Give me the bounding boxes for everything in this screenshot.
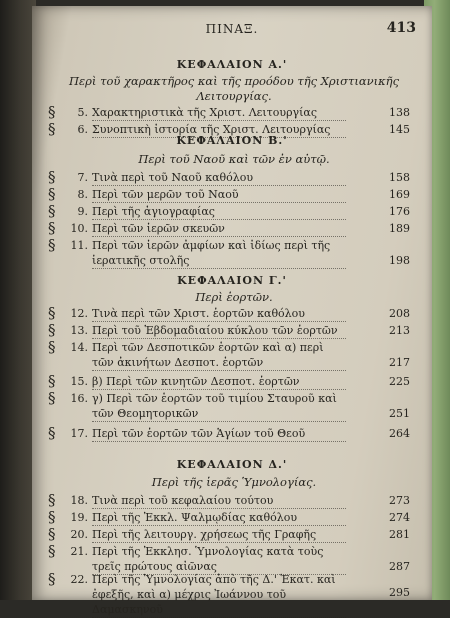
entry-number: 9. bbox=[77, 205, 88, 218]
entry-number: 10. bbox=[70, 222, 88, 235]
entry-page: 274 bbox=[389, 511, 410, 524]
entry-number: 18. bbox=[70, 494, 88, 507]
entry-page: 198 bbox=[389, 254, 410, 267]
entry-number: 21. bbox=[70, 545, 88, 558]
section-sign: § bbox=[48, 372, 56, 390]
entry-title: Περὶ τοῦ Ἑβδομαδιαίου κύκλου τῶν ἑορτῶν bbox=[92, 323, 346, 339]
entry-number: 14. bbox=[70, 341, 88, 354]
section-sign: § bbox=[48, 508, 56, 526]
entry-page: 213 bbox=[389, 324, 410, 337]
chapter-heading-b: ΚΕΦΑΛΑΙΟΝ Β.' bbox=[176, 134, 288, 147]
section-sign: § bbox=[48, 338, 56, 356]
entry-page: 189 bbox=[389, 222, 410, 235]
section-sign: § bbox=[48, 202, 56, 220]
entry-title: Περὶ τῶν Δεσποτικῶν ἑορτῶν καὶ α) περὶ τῶν ἀκινήτων Δεσποτ. ἑορτῶν bbox=[92, 340, 346, 371]
chapter-subtitle-a: Περὶ τοῦ χαρακτῆρος καὶ τῆς προόδου τῆς Χριστιανικῆς Λειτουργίας. bbox=[68, 74, 400, 103]
entry-title: Περὶ τῶν μερῶν τοῦ Ναοῦ bbox=[92, 187, 346, 203]
section-sign: § bbox=[48, 542, 56, 560]
entry-number: 20. bbox=[70, 528, 88, 541]
entry-page: 264 bbox=[389, 427, 410, 440]
entry-title: Περὶ τῆς Ὑμνολογίας ἀπὸ τῆς Δ.' Ἑκατ. καὶ ἐφεξῆς, καὶ α) μέχρις Ἰωάννου τοῦ Δαμασκηνοῦ bbox=[92, 572, 346, 618]
entry-page: 208 bbox=[389, 307, 410, 320]
entry-number: 6. bbox=[77, 123, 88, 136]
section-sign: § bbox=[48, 168, 56, 186]
entry-title: Περὶ τῆς λειτουργ. χρήσεως τῆς Γραφῆς bbox=[92, 527, 346, 543]
entry-title: Περὶ τῶν ἱερῶν ἀμφίων καὶ ἰδίως περὶ τῆς ἱερατικῆς στολῆς bbox=[92, 238, 346, 269]
entry-title: Χαρακτηριστικὰ τῆς Χριστ. Λειτουργίας bbox=[92, 105, 346, 121]
chapter-subtitle-c: Περὶ ἑορτῶν. bbox=[195, 290, 273, 304]
entry-page: 158 bbox=[389, 171, 410, 184]
entry-title: Περὶ τῆς Ἐκκλησ. Ὑμνολογίας κατὰ τοὺς τρεῖς πρώτους αἰῶνας bbox=[92, 544, 346, 575]
entry-page: 217 bbox=[389, 356, 410, 369]
running-title: ΠΙΝΑΞ. bbox=[205, 22, 259, 36]
entry-page: 169 bbox=[389, 188, 410, 201]
book-page bbox=[32, 6, 432, 616]
entry-title: Τινὰ περὶ τοῦ κεφαλαίου τούτου bbox=[92, 493, 346, 509]
page-number: 413 bbox=[386, 20, 416, 36]
section-sign: § bbox=[48, 525, 56, 543]
entry-number: 16. bbox=[70, 392, 88, 405]
entry-page: 251 bbox=[389, 407, 410, 420]
section-sign: § bbox=[48, 389, 56, 407]
entry-number: 17. bbox=[70, 427, 88, 440]
entry-page: 176 bbox=[389, 205, 410, 218]
entry-number: 7. bbox=[77, 171, 88, 184]
section-sign: § bbox=[48, 236, 56, 254]
entry-number: 15. bbox=[70, 375, 88, 388]
chapter-heading-a: ΚΕΦΑΛΑΙΟΝ Α.' bbox=[176, 58, 288, 71]
entry-title: Περὶ τῶν ἱερῶν σκευῶν bbox=[92, 221, 346, 237]
entry-title: β) Περὶ τῶν κινητῶν Δεσποτ. ἑορτῶν bbox=[92, 374, 346, 390]
entry-page: 273 bbox=[389, 494, 410, 507]
entry-title: Περὶ τῶν ἑορτῶν τῶν Ἁγίων τοῦ Θεοῦ bbox=[92, 426, 346, 442]
section-sign: § bbox=[48, 424, 56, 442]
entry-number: 8. bbox=[77, 188, 88, 201]
entry-page: 138 bbox=[389, 106, 410, 119]
entry-page: 281 bbox=[389, 528, 410, 541]
entry-title: Περὶ τῆς Ἐκκλ. Ψαλμῳδίας καθόλου bbox=[92, 510, 346, 526]
entry-number: 13. bbox=[70, 324, 88, 337]
chapter-heading-c: ΚΕΦΑΛΑΙΟΝ Γ.' bbox=[177, 274, 287, 287]
entry-page: 295 bbox=[389, 586, 410, 599]
entry-number: 22. bbox=[70, 573, 88, 586]
entry-number: 11. bbox=[70, 239, 88, 252]
section-sign: § bbox=[48, 321, 56, 339]
chapter-subtitle-d: Περὶ τῆς ἱερᾶς Ὑμνολογίας. bbox=[151, 475, 317, 489]
chapter-subtitle-b: Περὶ τοῦ Ναοῦ καὶ τῶν ἐν αὐτῷ. bbox=[138, 152, 330, 166]
page-header bbox=[32, 22, 432, 42]
section-sign: § bbox=[48, 219, 56, 237]
entry-number: 12. bbox=[70, 307, 88, 320]
section-sign: § bbox=[48, 120, 56, 138]
section-sign: § bbox=[48, 491, 56, 509]
entry-title: γ) Περὶ τῶν ἑορτῶν τοῦ τιμίου Σταυροῦ καὶ τῶν Θεομητορικῶν bbox=[92, 391, 346, 422]
entry-title: Περὶ τῆς ἁγιογραφίας bbox=[92, 204, 346, 220]
book-spine-shadow bbox=[0, 0, 36, 600]
entry-page: 287 bbox=[389, 560, 410, 573]
section-sign: § bbox=[48, 304, 56, 322]
entry-page: 145 bbox=[389, 123, 410, 136]
entry-number: 19. bbox=[70, 511, 88, 524]
entry-page: 225 bbox=[389, 375, 410, 388]
entry-title: Τινὰ περὶ τῶν Χριστ. ἑορτῶν καθόλου bbox=[92, 306, 346, 322]
section-sign: § bbox=[48, 570, 56, 588]
chapter-heading-d: ΚΕΦΑΛΑΙΟΝ Δ.' bbox=[176, 458, 288, 471]
section-sign: § bbox=[48, 103, 56, 121]
section-sign: § bbox=[48, 185, 56, 203]
entry-title: Τινὰ περὶ τοῦ Ναοῦ καθόλου bbox=[92, 170, 346, 186]
entry-number: 5. bbox=[77, 106, 88, 119]
entry-title: Συνοπτικὴ ἱστορία τῆς Χριστ. Λειτουργίας bbox=[92, 122, 346, 138]
